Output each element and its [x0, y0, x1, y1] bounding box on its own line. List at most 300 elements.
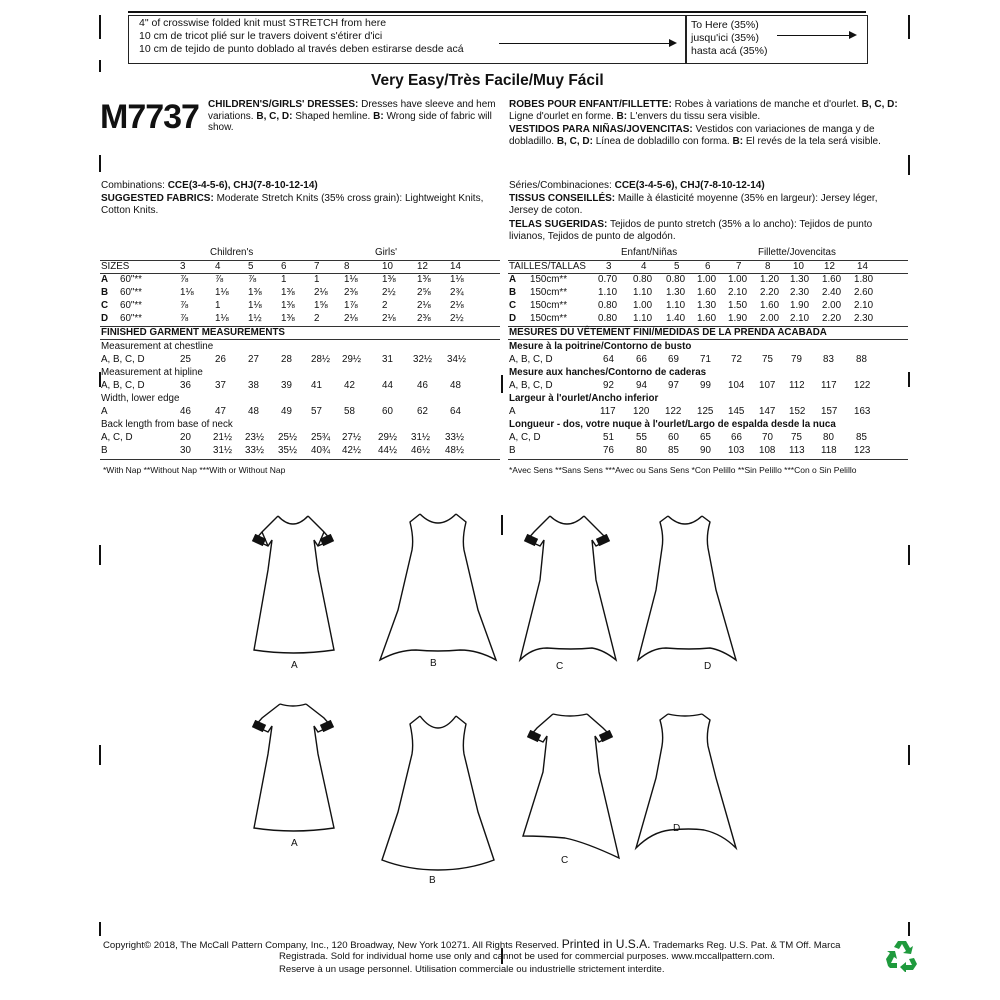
value-cell: 90: [700, 445, 711, 456]
view-label-d-back: D: [673, 823, 681, 834]
value-cell: 1.40: [666, 313, 686, 324]
yardage-table-en: [100, 245, 500, 485]
value-cell: 0.80: [666, 274, 686, 285]
yardage-row: [508, 287, 908, 299]
measurement-row: [100, 432, 500, 444]
value-cell: 44: [382, 380, 393, 391]
value-cell: 69: [668, 354, 679, 365]
margin-tick: [908, 922, 910, 936]
description-en-title: CHILDREN'S/GIRLS' DRESSES:: [208, 99, 359, 110]
description-en: [208, 99, 496, 134]
fabrics-fr-title: TISSUS CONSEILLÉS:: [509, 193, 616, 204]
yardage-row: [100, 313, 500, 325]
view-cell: A, C, D: [509, 432, 541, 443]
value-cell: 39: [281, 380, 292, 391]
measurement-row: [100, 445, 500, 457]
value-cell: 1.10: [598, 287, 618, 298]
value-cell: 1.00: [728, 274, 748, 285]
value-cell: 107: [759, 380, 776, 391]
value-cell: 1⅛: [215, 287, 229, 298]
nap-notes: *With Nap **Without Nap ***With or Without Nap: [103, 465, 286, 475]
value-cell: 1⅛: [450, 274, 464, 285]
view-cell: A, B, C, D: [509, 354, 553, 365]
sizes-row: [508, 261, 908, 273]
width-cell: 150cm**: [530, 300, 568, 311]
value-cell: 72: [731, 354, 742, 365]
combinations-fr-label: Séries/Combinaciones:: [509, 180, 612, 191]
size-cell: 3: [606, 261, 612, 272]
view-cell: B: [509, 445, 516, 456]
value-cell: 48½: [445, 445, 465, 456]
view-cell: A, B, C, D: [101, 380, 145, 391]
footer-printed: Printed in U.S.A.: [561, 937, 651, 951]
value-cell: 36: [180, 380, 191, 391]
view-label-c-back: C: [561, 855, 569, 866]
value-cell: 55: [636, 432, 647, 443]
description-fr-b: B:: [616, 110, 628, 122]
value-cell: 2.10: [790, 313, 810, 324]
value-cell: 85: [856, 432, 867, 443]
width-cell: 150cm**: [530, 287, 568, 298]
value-cell: 1.60: [697, 313, 717, 324]
value-cell: 60: [668, 432, 679, 443]
combinations-fr: [509, 180, 765, 192]
margin-tick: [99, 922, 101, 936]
value-cell: 2¾: [450, 287, 464, 298]
value-cell: 108: [759, 445, 776, 456]
value-cell: 92: [603, 380, 614, 391]
value-cell: 157: [821, 406, 838, 417]
value-cell: 1.90: [790, 300, 810, 311]
value-cell: 112: [789, 380, 805, 391]
value-cell: 23½: [245, 432, 265, 443]
value-cell: 2: [382, 300, 388, 311]
description-es-b: B:: [732, 135, 744, 147]
fabrics-es-text: Tejidos de punto stretch (35% a lo ancho): Tejidos de punto livianos, Tejidos de punto de algodón.: [509, 219, 873, 242]
value-cell: 51: [603, 432, 614, 443]
value-cell: 104: [728, 380, 745, 391]
value-cell: 71: [700, 354, 711, 365]
value-cell: 1.30: [697, 300, 717, 311]
description-fr-b-text: L'envers du tissu sera visible.: [629, 110, 761, 122]
sizes-row: [100, 261, 500, 273]
value-cell: 29½: [378, 432, 398, 443]
fabrics-en: [101, 193, 499, 216]
value-cell: 48: [248, 406, 259, 417]
value-cell: 32½: [413, 354, 433, 365]
view-cell: B: [101, 287, 109, 298]
value-cell: 2.40: [822, 287, 842, 298]
fabrics-en-text: Moderate Stretch Knits (35% cross grain): Lightweight Knits, Cotton Knits.: [101, 193, 484, 216]
value-cell: 99: [700, 380, 711, 391]
value-cell: 66: [731, 432, 742, 443]
size-cell: 7: [736, 261, 742, 272]
margin-tick: [99, 155, 101, 172]
value-cell: 28: [281, 354, 292, 365]
value-cell: 80: [636, 445, 647, 456]
value-cell: 2.10: [728, 287, 748, 298]
value-cell: 1⅛: [215, 313, 229, 324]
size-cell: 4: [215, 261, 221, 272]
combinations-en: [101, 180, 318, 192]
stretch-line-es: 10 cm de tejido de punto doblado al través deben estirarse desde acá: [139, 43, 464, 55]
value-cell: 57: [311, 406, 322, 417]
group-children: Enfant/Niñas: [621, 247, 678, 258]
margin-tick: [99, 60, 101, 72]
value-cell: 1.10: [633, 313, 653, 324]
value-cell: 70: [762, 432, 773, 443]
table-rule: [508, 339, 908, 340]
value-cell: 26: [215, 354, 226, 365]
view-cell: A: [101, 406, 108, 417]
value-cell: 2½: [450, 313, 464, 324]
sizes-label: TAILLES/TALLAS: [509, 261, 586, 272]
value-cell: 2.20: [760, 287, 780, 298]
measurement-label: Measurement at hipline: [101, 367, 203, 378]
view-label-c: C: [556, 661, 564, 672]
value-cell: 1⅛: [344, 274, 358, 285]
value-cell: 118: [821, 445, 837, 456]
size-cell: 14: [450, 261, 461, 272]
value-cell: 1⅜: [281, 300, 295, 311]
value-cell: 1⅜: [382, 274, 396, 285]
value-cell: 122: [854, 380, 871, 391]
value-cell: 2.60: [854, 287, 874, 298]
description-en-bcd: B, C, D:: [256, 110, 293, 122]
value-cell: 46: [180, 406, 191, 417]
value-cell: 2⅝: [417, 287, 431, 298]
value-cell: 60: [382, 406, 393, 417]
value-cell: 145: [728, 406, 745, 417]
value-cell: 48: [450, 380, 461, 391]
value-cell: 2⅛: [314, 287, 328, 298]
view-cell: A: [509, 406, 516, 417]
view-d-back-drawing: [630, 708, 740, 858]
size-cell: 5: [674, 261, 680, 272]
view-b-back-drawing: [378, 712, 498, 872]
size-cell: 12: [824, 261, 835, 272]
view-cell: C: [101, 300, 109, 311]
stretch-target-en: To Here (35%): [691, 19, 759, 31]
stretch-line-fr: 10 cm de tricot plié sur le travers doivent s'étirer d'ici: [139, 30, 383, 42]
value-cell: 125: [697, 406, 714, 417]
stretch-target-es: hasta acá (35%): [691, 45, 768, 57]
view-cell: D: [509, 313, 517, 324]
value-cell: ⅞: [215, 274, 224, 285]
stretch-arrow-icon: [499, 43, 675, 44]
value-cell: 42½: [342, 445, 362, 456]
gauge-divider: [685, 16, 687, 63]
yardage-row: [508, 274, 908, 286]
finished-measurements-title: MESURES DU VÊTEMENT FINI/MEDIDAS DE LA PRENDA ACABADA: [509, 327, 827, 338]
value-cell: 2.10: [854, 300, 874, 311]
value-cell: 44½: [378, 445, 398, 456]
fabrics-es: [509, 219, 907, 242]
value-cell: 1.10: [633, 287, 653, 298]
value-cell: 21½: [213, 432, 233, 443]
view-d-front-drawing: [630, 510, 740, 670]
value-cell: 1.00: [697, 274, 717, 285]
value-cell: 97: [668, 380, 679, 391]
description-en-body: Dresses have sleeve and hem variations.: [208, 99, 496, 122]
value-cell: 123: [854, 445, 871, 456]
size-cell: 3: [180, 261, 186, 272]
value-cell: 2.20: [822, 313, 842, 324]
center-tick: [501, 375, 503, 393]
size-cell: 10: [382, 261, 393, 272]
value-cell: 2: [314, 313, 320, 324]
value-cell: 58: [344, 406, 355, 417]
value-cell: 1⅜: [281, 313, 295, 324]
value-cell: 46½: [411, 445, 431, 456]
measurement-label: Measurement at chestline: [101, 341, 214, 352]
value-cell: 1⅝: [314, 300, 328, 311]
combinations-en-value: CCE(3-4-5-6), CHJ(7-8-10-12-14): [167, 180, 318, 191]
value-cell: 29½: [342, 354, 362, 365]
size-cell: 6: [705, 261, 711, 272]
value-cell: 1.60: [822, 274, 842, 285]
value-cell: 1.30: [790, 274, 810, 285]
description-fr: [509, 99, 906, 122]
yardage-row: [100, 300, 500, 312]
value-cell: 31: [382, 354, 393, 365]
pattern-number: M7737: [100, 98, 199, 136]
view-a-front-drawing: [238, 510, 348, 660]
table-rule: [100, 339, 500, 340]
value-cell: 64: [450, 406, 461, 417]
footer-line-1: [103, 938, 840, 952]
footer-line-3: Reserve à un usage personnel. Utilisation commerciale ou industrielle strictement interdite.: [279, 964, 665, 975]
measurement-row: [100, 406, 500, 418]
value-cell: 2.00: [822, 300, 842, 311]
value-cell: ⅞: [180, 300, 189, 311]
description-fr-bcd: B, C, D:: [861, 99, 898, 110]
recycle-icon: [884, 938, 920, 972]
width-cell: 150cm**: [530, 274, 568, 285]
value-cell: 88: [856, 354, 867, 365]
value-cell: 25½: [278, 432, 298, 443]
description-es-bcd-text: Línea de dobladillo con forma.: [595, 135, 730, 147]
value-cell: 117: [600, 406, 616, 417]
value-cell: 1⅜: [417, 274, 431, 285]
value-cell: 1½: [248, 313, 262, 324]
value-cell: 80: [823, 432, 834, 443]
value-cell: 49: [281, 406, 292, 417]
value-cell: 1.90: [728, 313, 748, 324]
value-cell: 27: [248, 354, 259, 365]
description-fr-title: ROBES POUR ENFANT/FILLETTE:: [509, 99, 672, 110]
value-cell: 2⅛: [382, 313, 396, 324]
description-fr-body: Robes à variations de manche et d'ourlet.: [674, 99, 859, 110]
value-cell: 163: [854, 406, 871, 417]
finished-measurements-title: FINISHED GARMENT MEASUREMENTS: [101, 327, 285, 338]
value-cell: 64: [603, 354, 614, 365]
group-children: Children's: [210, 247, 254, 258]
view-label-b-back: B: [429, 875, 436, 886]
value-cell: 27½: [342, 432, 362, 443]
description-es-bcd: B, C, D:: [556, 135, 593, 147]
fabrics-es-title: TELAS SUGERIDAS:: [509, 219, 608, 230]
margin-tick: [99, 15, 101, 39]
size-cell: 5: [248, 261, 254, 272]
value-cell: 75: [791, 432, 802, 443]
measurement-row: [508, 445, 908, 457]
measurement-label: Back length from base of neck: [101, 419, 233, 430]
nap-notes: *Avec Sens **Sans Sens ***Avec ou Sans Sens *Con Pelillo **Sin Pelillo ***Con o Sin Pelillo: [509, 465, 857, 475]
view-cell: A, B, C, D: [509, 380, 553, 391]
value-cell: 1⅛: [180, 287, 194, 298]
value-cell: 0.80: [598, 300, 618, 311]
view-label-b: B: [430, 658, 437, 669]
view-cell: A: [101, 274, 109, 285]
width-cell: 60"**: [120, 287, 142, 298]
view-cell: D: [101, 313, 109, 324]
value-cell: 62: [417, 406, 428, 417]
value-cell: 147: [759, 406, 776, 417]
footer-line-2: Registrada. Sold for individual home use only and cannot be used for commercial purposes. www.mccallpattern.com.: [279, 951, 775, 962]
description-fr-bcd-text: Ligne d'ourlet en forme.: [509, 110, 614, 122]
description-es-title: VESTIDOS PARA NIÑAS/JOVENCITAS:: [509, 124, 693, 135]
measurement-label: Largeur à l'ourlet/Ancho inferior: [509, 393, 659, 404]
view-cell: C: [509, 300, 517, 311]
margin-tick: [908, 372, 910, 387]
value-cell: 1⅜: [248, 287, 262, 298]
footer-copyright: Copyright© 2018, The McCall Pattern Company, Inc., 120 Broadway, New York 10271. All Rights Reserved.: [103, 940, 560, 951]
description-en-bcd-text: Shaped hemline.: [295, 110, 371, 122]
value-cell: 117: [821, 380, 837, 391]
width-cell: 150cm**: [530, 313, 568, 324]
size-cell: 8: [765, 261, 771, 272]
value-cell: ⅞: [180, 274, 189, 285]
value-cell: 2⅛: [450, 300, 464, 311]
group-girls: Girls': [375, 247, 398, 258]
value-cell: 31½: [213, 445, 233, 456]
value-cell: 122: [665, 406, 682, 417]
value-cell: 42: [344, 380, 355, 391]
value-cell: 41: [311, 380, 322, 391]
value-cell: 75: [762, 354, 773, 365]
combinations-fr-value: CCE(3-4-5-6), CHJ(7-8-10-12-14): [614, 180, 765, 191]
value-cell: 1: [215, 300, 221, 311]
measurement-label: Width, lower edge: [101, 393, 180, 404]
view-cell: A, C, D: [101, 432, 133, 443]
yardage-row: [508, 313, 908, 325]
view-cell: A, B, C, D: [101, 354, 145, 365]
view-cell: B: [101, 445, 108, 456]
value-cell: 25: [180, 354, 191, 365]
value-cell: 1.60: [760, 300, 780, 311]
stretch-line-en: 4" of crosswise folded knit must STRETCH from here: [139, 17, 387, 29]
measurement-row: [100, 380, 500, 392]
description-es-body: Vestidos con variaciones de manga y de dobladillo.: [509, 124, 875, 147]
value-cell: 0.70: [598, 274, 618, 285]
measurement-label: Longueur - dos, votre nuque à l'ourlet/Largo de espalda desde la nuca: [509, 419, 836, 430]
view-label-a-back: A: [291, 838, 298, 849]
value-cell: 0.80: [598, 313, 618, 324]
yardage-row: [508, 300, 908, 312]
width-cell: 60"**: [120, 274, 142, 285]
value-cell: 1⅛: [248, 300, 262, 311]
fabrics-fr: [509, 193, 907, 216]
difficulty-subtitle: Very Easy/Très Facile/Muy Fácil: [371, 72, 604, 89]
measurement-row: [508, 380, 908, 392]
value-cell: 34½: [447, 354, 467, 365]
size-cell: 12: [417, 261, 428, 272]
value-cell: 2½: [382, 287, 396, 298]
value-cell: 103: [728, 445, 745, 456]
value-cell: 33½: [245, 445, 265, 456]
value-cell: 47: [215, 406, 226, 417]
value-cell: 1.50: [728, 300, 748, 311]
value-cell: 2.30: [854, 313, 874, 324]
value-cell: 65: [700, 432, 711, 443]
value-cell: 2⅛: [417, 300, 431, 311]
fabrics-en-title: SUGGESTED FABRICS:: [101, 193, 214, 204]
value-cell: 1⅜: [281, 287, 295, 298]
value-cell: 1.30: [666, 287, 686, 298]
value-cell: 2.00: [760, 313, 780, 324]
value-cell: 2.30: [790, 287, 810, 298]
size-cell: 14: [857, 261, 868, 272]
margin-tick: [99, 545, 101, 565]
value-cell: 1⅞: [344, 300, 358, 311]
sizes-label: SIZES: [101, 261, 130, 272]
margin-tick: [908, 745, 910, 765]
view-c-back-drawing: [515, 708, 625, 868]
yardage-row: [100, 274, 500, 286]
value-cell: 2⅛: [344, 313, 358, 324]
measurement-label: Mesure à la poitrine/Contorno de busto: [509, 341, 692, 352]
margin-tick: [908, 155, 910, 175]
value-cell: 33½: [445, 432, 465, 443]
view-c-front-drawing: [512, 510, 622, 670]
value-cell: 25¾: [311, 432, 331, 443]
value-cell: 40¾: [311, 445, 331, 456]
value-cell: 120: [633, 406, 650, 417]
value-cell: 79: [791, 354, 802, 365]
value-cell: 30: [180, 445, 191, 456]
stretch-arrow-icon: [777, 35, 855, 36]
value-cell: 1.20: [760, 274, 780, 285]
value-cell: 1: [281, 274, 287, 285]
view-label-a: A: [291, 660, 298, 671]
value-cell: 0.80: [633, 274, 653, 285]
value-cell: 37: [215, 380, 226, 391]
value-cell: 38: [248, 380, 259, 391]
size-cell: 8: [344, 261, 350, 272]
table-rule: [508, 459, 908, 460]
view-a-back-drawing: [238, 698, 348, 838]
top-rule: [128, 11, 866, 13]
measurement-row: [508, 432, 908, 444]
value-cell: 1.60: [697, 287, 717, 298]
value-cell: 1.80: [854, 274, 874, 285]
yardage-table-fr-es: [508, 245, 908, 485]
value-cell: 83: [823, 354, 834, 365]
size-cell: 6: [281, 261, 287, 272]
width-cell: 60"**: [120, 313, 142, 324]
stretch-gauge: [128, 15, 868, 64]
value-cell: 66: [636, 354, 647, 365]
value-cell: 1.00: [633, 300, 653, 311]
value-cell: 31½: [411, 432, 431, 443]
value-cell: 2⅜: [344, 287, 358, 298]
value-cell: 94: [636, 380, 647, 391]
value-cell: 35½: [278, 445, 298, 456]
view-b-front-drawing: [378, 510, 498, 670]
size-cell: 4: [641, 261, 647, 272]
description-en-b-text: Wrong side of fabric will show.: [208, 110, 492, 133]
